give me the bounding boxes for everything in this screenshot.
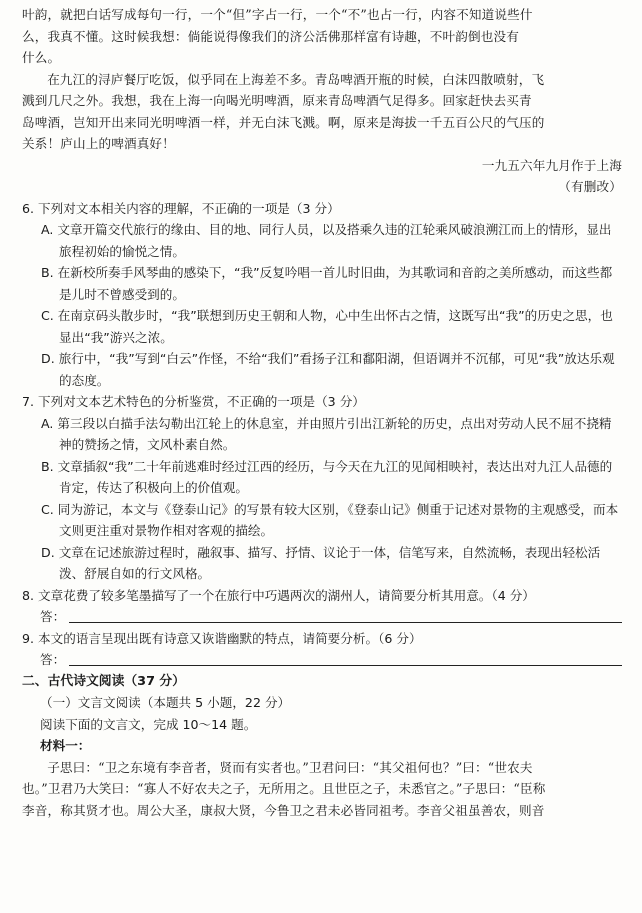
passage-paragraph-2	[22, 69, 622, 155]
text-line: 什么。	[22, 50, 61, 65]
option-d: D. 文章在记述旅游过程时，融叙事、描写、抒情、议论于一体，信笔写来，自然流畅，表现出轻松活泼、舒展自如的行文风格。	[41, 544, 601, 581]
option-b: B. 在新校所奏手风琴曲的感染下，“我”反复吟唱一首儿时旧曲，为其歌词和音韵之美所感动，而这些都是儿时不曾感受到的。	[41, 265, 613, 302]
option-d: D. 旅行中，“我”写到“白云”作怪，不给“我们”看扬子江和鄱阳湖，但语调并不沉郁，可见“我”放达乐观的态度。	[41, 351, 615, 388]
text-line: 溅到几尺之外。我想，我在上海一向喝光明啤酒，原来青岛啤酒气足得多。回家赶快去买青	[22, 93, 532, 108]
question-8	[22, 585, 622, 628]
answer-line[interactable]	[22, 606, 622, 628]
instruction-text: 阅读下面的文言文，完成 10～14 题。	[40, 716, 257, 732]
material-text	[22, 757, 622, 822]
question-stem: 7. 下列对文本艺术特色的分析鉴赏，不正确的一项是（3 分）	[22, 394, 365, 409]
question-stem: 9. 本文的语言呈现出既有诗意又诙谐幽默的特点，请简要分析。（6 分）	[22, 630, 422, 646]
text-line: 李音，称其贤才也。周公大圣，康叔大贤，今鲁卫之君未必皆同祖考。李音父祖虽善农，则音	[22, 802, 545, 818]
passage-date: 一九五六年九月作于上海	[481, 157, 622, 173]
answer-label: 答：	[40, 609, 66, 624]
text-line: 叶韵，就把白话写成每句一行，一个“但”字占一行，一个“不”也占一行，内容不知道说些什	[22, 7, 533, 22]
question-9	[22, 628, 622, 671]
passage-note: （有删改）	[558, 179, 622, 194]
text-line: 岛啤酒，岂知开出来同光明啤酒一样，并无白沫飞溅。啊，原来是海拔一千五百公尺的气压的	[22, 114, 545, 130]
text-line: 么，我真不懂。这时候我想：倘能说得像我们的济公活佛那样富有诗趣，不叶韵倒也没有	[22, 28, 520, 44]
question-stem: 8. 文章花费了较多笔墨描写了一个在旅行中巧遇两次的湖州人，请简要分析其用意。（4 分）	[22, 587, 535, 603]
question-7	[22, 391, 622, 585]
answer-underline	[69, 665, 622, 666]
question-6	[22, 198, 622, 392]
option-b: B. 文章插叙“我”二十年前逃难时经过江西的经历，与今天在九江的见闻相映衬，表达出对九江人品德的肯定，传达了积极向上的价值观。	[41, 458, 613, 495]
subsection-title: （一）文言文阅读（本题共 5 小题，22 分）	[40, 695, 291, 710]
text-line: 关系！庐山上的啤酒真好！	[22, 136, 175, 151]
material-label: 材料一：	[40, 738, 91, 753]
passage-paragraph-1	[22, 4, 622, 69]
text-line: 也。”卫君乃大笑曰：“寡人不好农夫之子，无所用之。且世臣之子，未悉官之。”子思曰：“臣称	[22, 781, 546, 796]
answer-label: 答：	[40, 652, 66, 667]
answer-line[interactable]	[22, 649, 622, 671]
option-c: C. 在南京码头散步时，“我”联想到历史王朝和人物，心中生出怀古之情，这既写出“我”的历史之思，也显出“我”游兴之浓。	[41, 308, 613, 345]
section-title: 二、古代诗文阅读（37 分）	[22, 673, 186, 689]
question-stem: 6. 下列对文本相关内容的理解，不正确的一项是（3 分）	[22, 200, 340, 216]
text-line: 在九江的浔庐餐厅吃饭，似乎同在上海差不多。青岛啤酒开瓶的时候，白沫四散喷射，飞	[47, 71, 545, 87]
option-a: A. 文章开篇交代旅行的缘由、目的地、同行人员，以及搭乘久违的江轮乘风破浪溯江而上的情形，显出旅程初始的愉悦之情。	[41, 222, 612, 259]
answer-underline	[69, 622, 622, 623]
option-c: C. 同为游记，本文与《登泰山记》的写景有较大区别，《登泰山记》侧重于记述对景物的主观感受，而本文则更注重对景物作相对客观的描绘。	[41, 501, 619, 538]
text-line: 子思曰：“卫之东境有李音者，贤而有实者也。”卫君问曰：“其父祖何也？”曰：“世农夫	[47, 759, 533, 775]
option-a: A. 第三段以白描手法勾勒出江轮上的休息室，并由照片引出江新轮的历史，点出对劳动人民不屈不挠精神的赞扬之情，文风朴素自然。	[41, 415, 612, 452]
